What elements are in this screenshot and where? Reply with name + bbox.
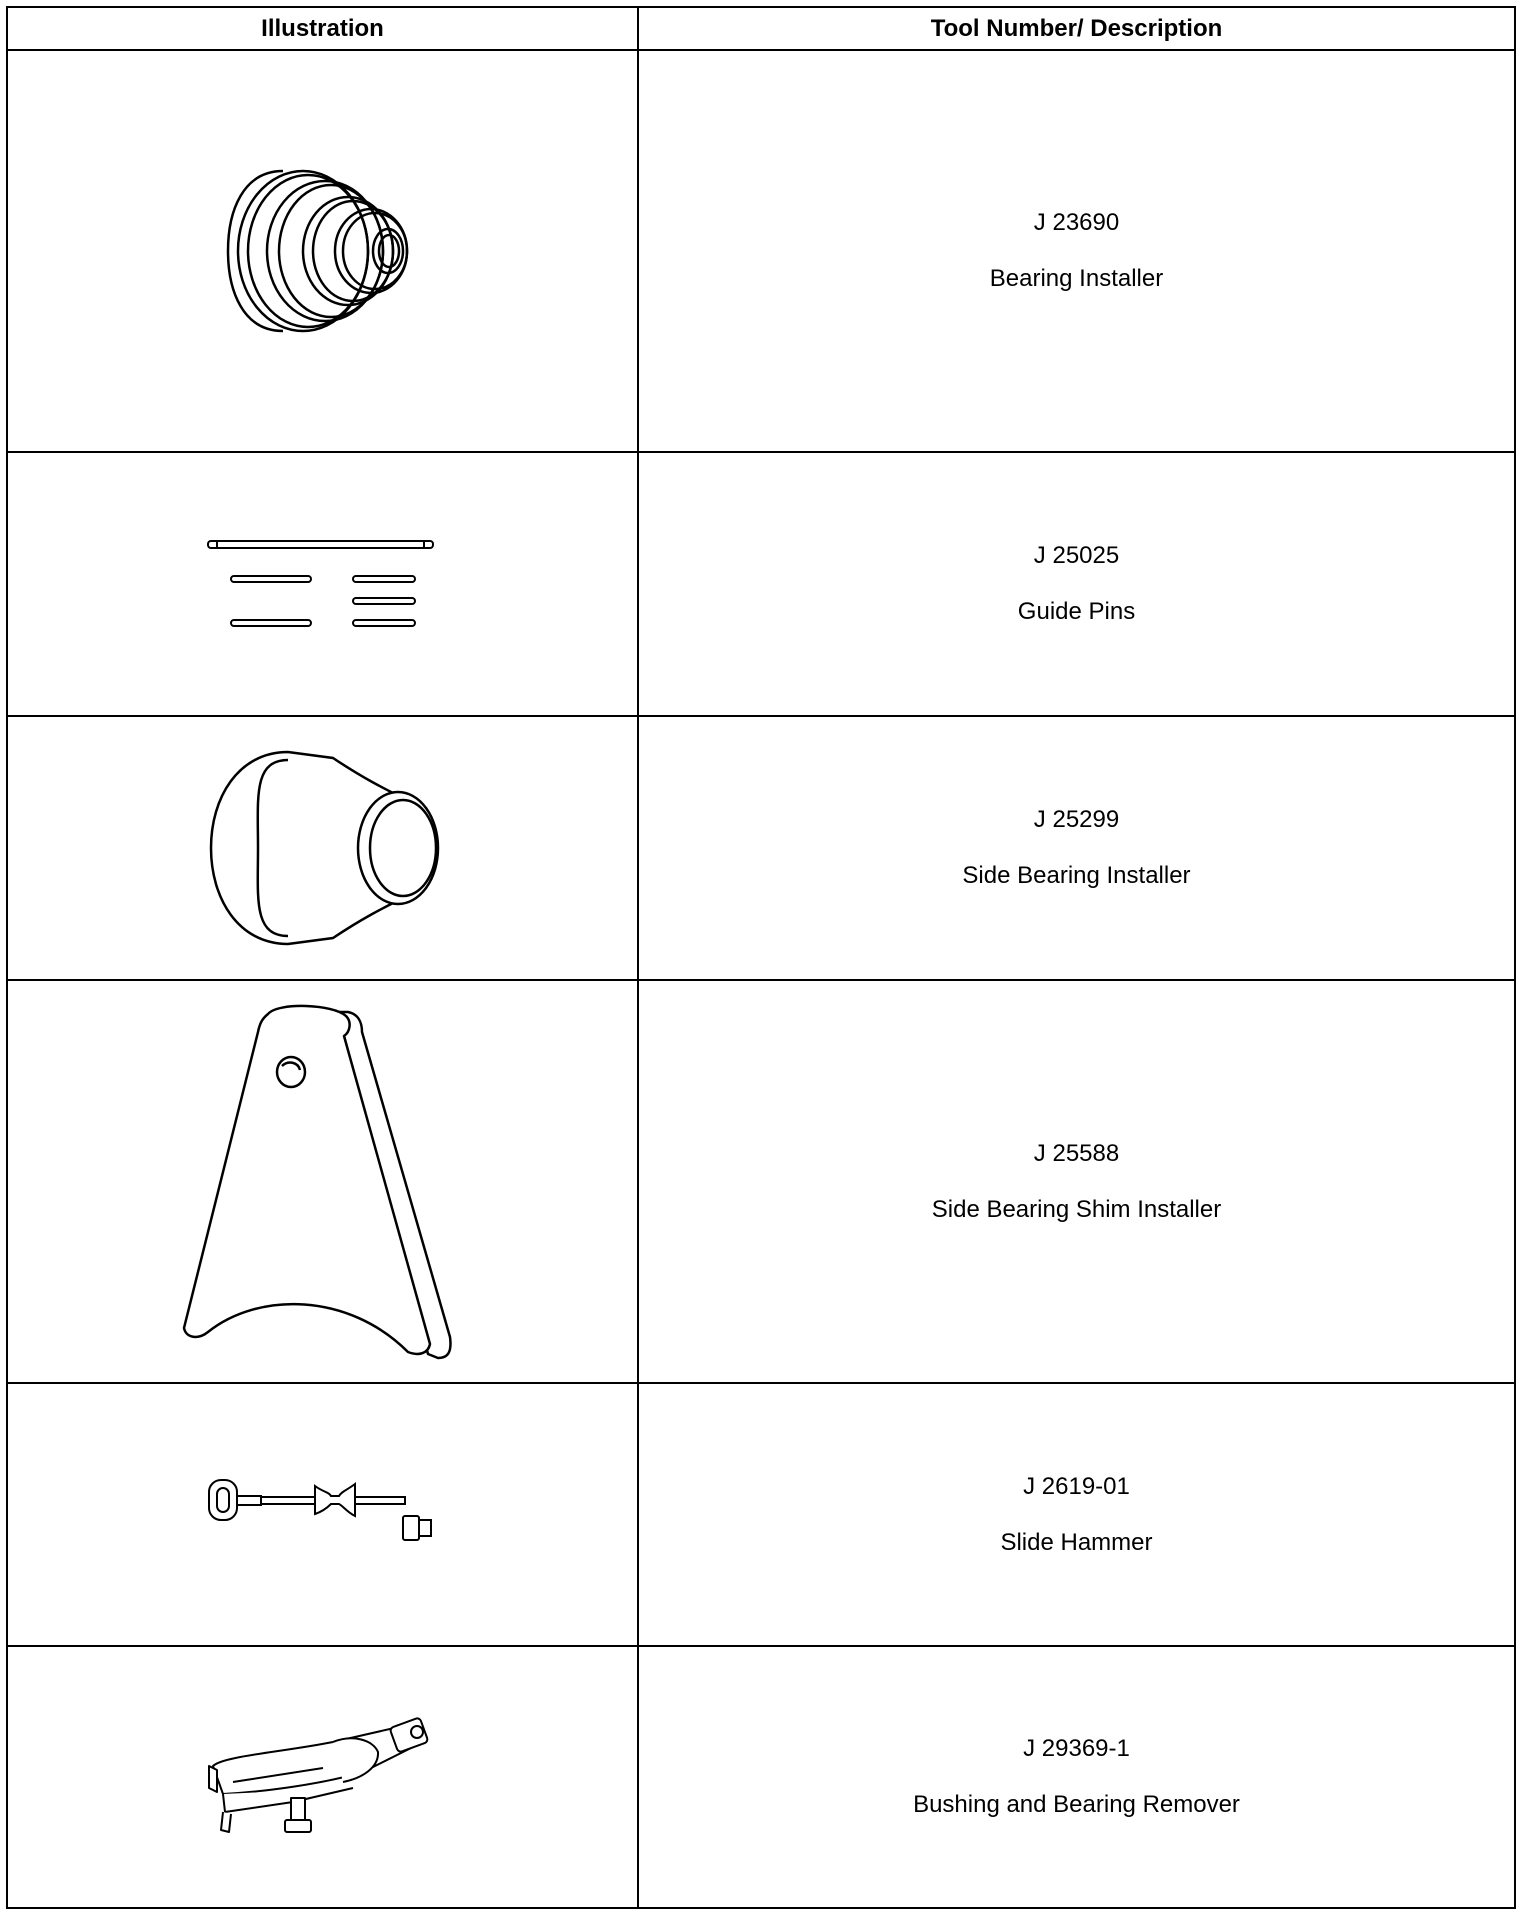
description-cell [638, 716, 1515, 980]
tool-name: Side Bearing Installer [962, 862, 1191, 889]
tool-number: J 25588 [1033, 1139, 1120, 1167]
special-tools-table [6, 6, 1516, 1909]
guide-pins-illustration [203, 524, 443, 644]
description-cell [638, 1383, 1515, 1646]
bearing-installer-illustration [213, 151, 433, 351]
table-row [7, 1383, 1515, 1646]
description-cell [638, 50, 1515, 452]
tool-number: J 23690 [1033, 209, 1120, 236]
illustration-cell [7, 50, 638, 452]
header-illustration: Illustration [7, 7, 638, 50]
description-cell [638, 452, 1515, 716]
shim-installer-illustration [168, 992, 478, 1372]
table-row [7, 1646, 1515, 1908]
illustration-cell [7, 1646, 638, 1908]
slide-hammer-illustration [203, 1470, 443, 1560]
tool-name: Side Bearing Shim Installer [931, 1195, 1222, 1223]
header-description: Tool Number/ Description [638, 7, 1515, 50]
tool-name: Bushing and Bearing Remover [913, 1791, 1240, 1818]
illustration-cell [7, 1383, 638, 1646]
tool-number: J 2619-01 [1023, 1472, 1130, 1500]
tool-number: J 25299 [1033, 806, 1120, 833]
tool-number: J 25025 [1033, 542, 1120, 569]
illustration-cell [7, 716, 638, 980]
tool-number: J 29369-1 [1023, 1735, 1130, 1762]
bushing-remover-illustration [203, 1712, 443, 1842]
tool-name: Guide Pins [1017, 598, 1136, 625]
table-row [7, 50, 1515, 452]
description-cell [638, 980, 1515, 1383]
table-row [7, 452, 1515, 716]
illustration-cell [7, 980, 638, 1383]
tool-name: Slide Hammer [1000, 1528, 1153, 1556]
tool-name: Bearing Installer [989, 265, 1164, 292]
description-cell [638, 1646, 1515, 1908]
table-header-row [7, 7, 1515, 50]
table-row [7, 980, 1515, 1383]
illustration-cell [7, 452, 638, 716]
side-bearing-installer-illustration [203, 738, 443, 958]
table-row [7, 716, 1515, 980]
